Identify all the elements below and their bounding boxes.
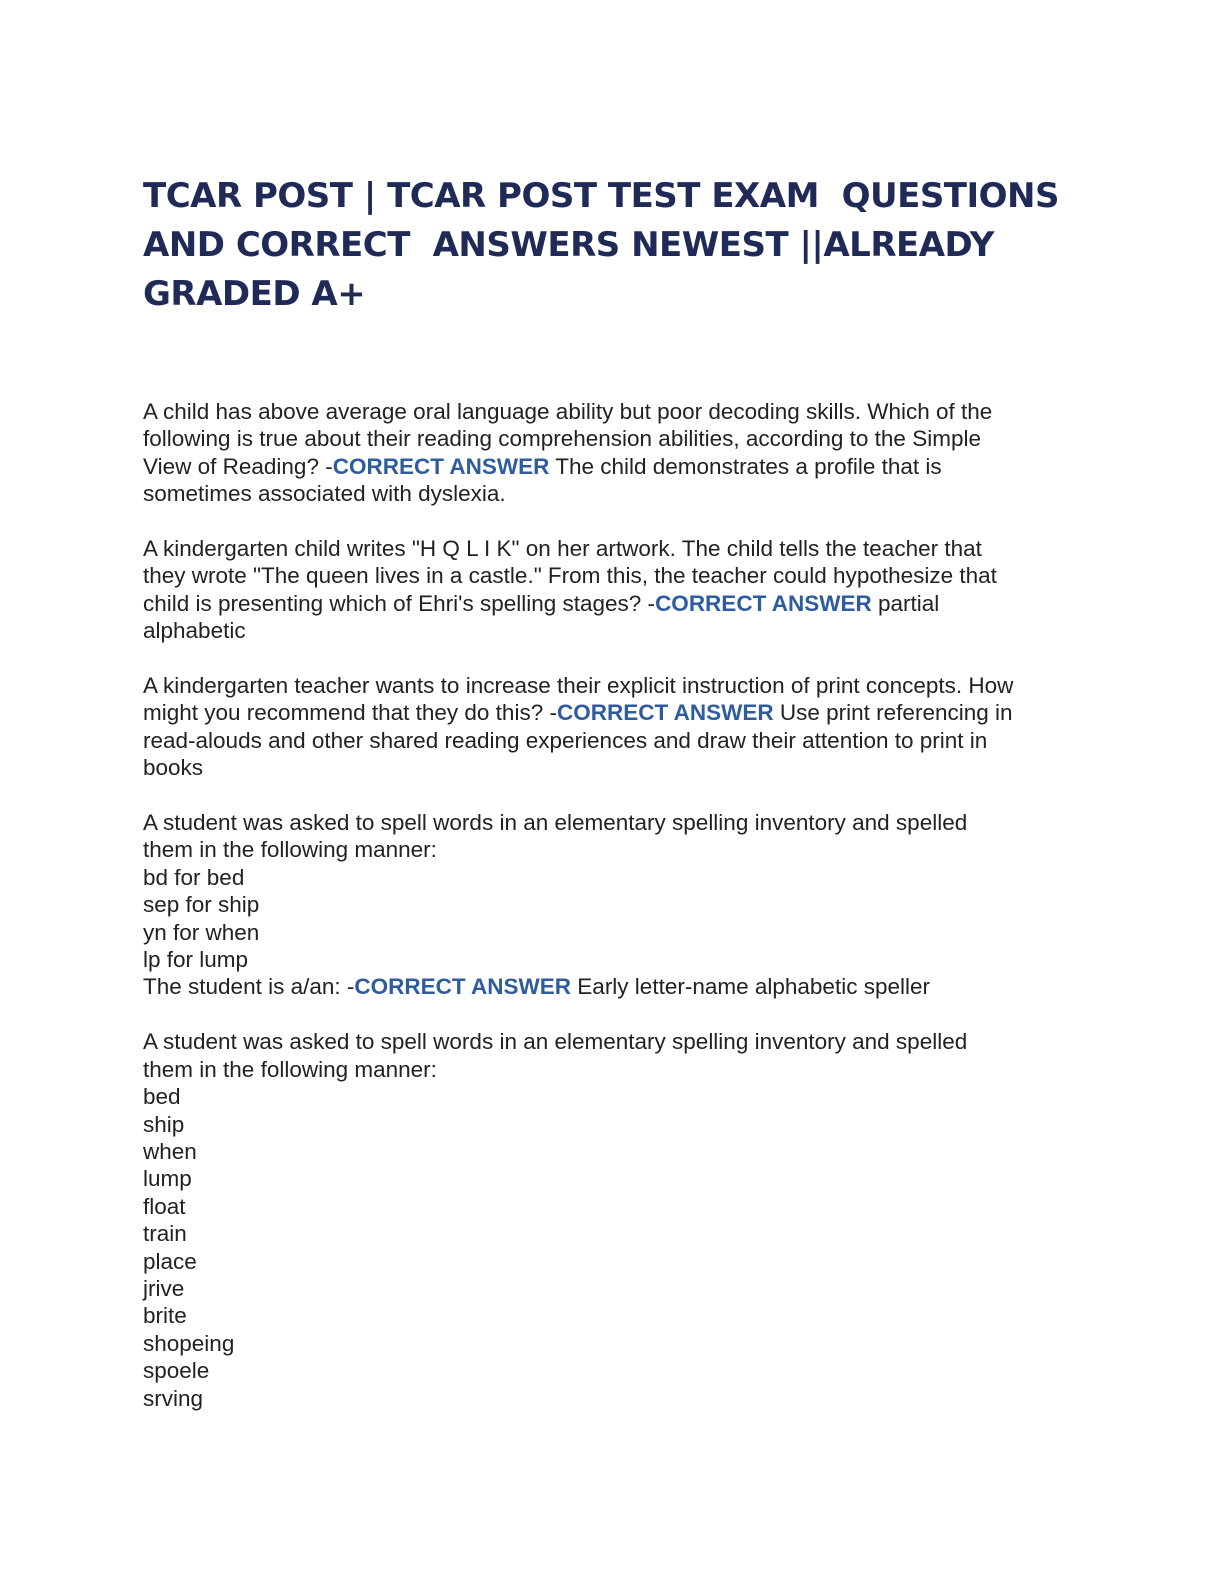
- question-answer-line: [143, 699, 1083, 726]
- qa-item-1: [143, 398, 1083, 508]
- answer-text: Early letter-name alphabetic speller: [571, 974, 930, 1000]
- document-body: [143, 398, 1083, 1439]
- question-line: them in the following manner:: [143, 1056, 437, 1082]
- answer-line: alphabetic: [143, 618, 246, 644]
- question-line: them in the following manner:: [143, 837, 437, 863]
- answer-text: partial: [871, 590, 940, 616]
- spelling-example: yn for when: [143, 919, 260, 945]
- spelled-word: srving: [143, 1385, 204, 1411]
- qa-item-5: [143, 1028, 1083, 1412]
- spelled-word: jrive: [143, 1275, 185, 1301]
- correct-answer-label: CORRECT ANSWER: [556, 700, 774, 726]
- spelled-word: train: [143, 1221, 187, 1247]
- question-line: might you recommend that they do this? -: [143, 700, 557, 726]
- answer-line: read-alouds and other shared reading experiences and draw their attention to print in: [143, 727, 988, 753]
- spelled-word: spoele: [143, 1358, 210, 1384]
- qa-item-2: [143, 535, 1083, 645]
- question-line: A student was asked to spell words in an elementary spelling inventory and spelled: [143, 1029, 968, 1055]
- document-title: TCAR POST | TCAR POST TEST EXAM QUESTIONS AND CORRECT ANSWERS NEWEST ||ALREADY GRADED A+: [143, 176, 1071, 314]
- question-line: A child has above average oral language ability but poor decoding skills. Which of the: [143, 399, 993, 424]
- correct-answer-label: CORRECT ANSWER: [354, 974, 572, 1000]
- spelled-word: when: [143, 1138, 197, 1164]
- spelled-word: ship: [143, 1111, 185, 1137]
- answer-text: The child demonstrates a profile that is: [549, 453, 942, 479]
- spelling-example: sep for ship: [143, 892, 260, 918]
- answer-text: Use print referencing in: [773, 700, 1013, 726]
- question-line: they wrote "The queen lives in a castle." From this, the teacher could hypothesize that: [143, 563, 997, 589]
- question-answer-line: [143, 453, 1083, 480]
- qa-item-4: [143, 809, 1083, 1001]
- spelling-example: lp for lump: [143, 947, 249, 973]
- answer-line: books: [143, 755, 204, 781]
- answer-line: sometimes associated with dyslexia.: [143, 481, 506, 507]
- question-line: A kindergarten teacher wants to increase their explicit instruction of print concepts. How: [143, 673, 1014, 699]
- spelled-word: brite: [143, 1303, 187, 1329]
- question-answer-line: [143, 590, 1083, 617]
- question-line: A kindergarten child writes "H Q L I K" on her artwork. The child tells the teacher that: [143, 536, 982, 562]
- spelled-word: shopeing: [143, 1330, 235, 1356]
- spelled-word: float: [143, 1193, 186, 1219]
- spelling-example: bd for bed: [143, 864, 245, 890]
- spelled-word: place: [143, 1248, 197, 1274]
- spelled-word: lump: [143, 1166, 192, 1192]
- question-line: View of Reading? -: [143, 453, 333, 479]
- correct-answer-label: CORRECT ANSWER: [655, 590, 872, 616]
- correct-answer-label: CORRECT ANSWER: [332, 453, 550, 479]
- qa-item-3: [143, 672, 1083, 782]
- question-answer-line: [143, 973, 1083, 1000]
- spelled-word: bed: [143, 1084, 181, 1110]
- question-line: The student is a/an: -: [143, 974, 355, 1000]
- question-line: following is true about their reading comprehension abilities, according to the Simple: [143, 426, 981, 452]
- question-line: child is presenting which of Ehri's spelling stages? -: [143, 590, 656, 616]
- question-line: A student was asked to spell words in an elementary spelling inventory and spelled: [143, 810, 968, 836]
